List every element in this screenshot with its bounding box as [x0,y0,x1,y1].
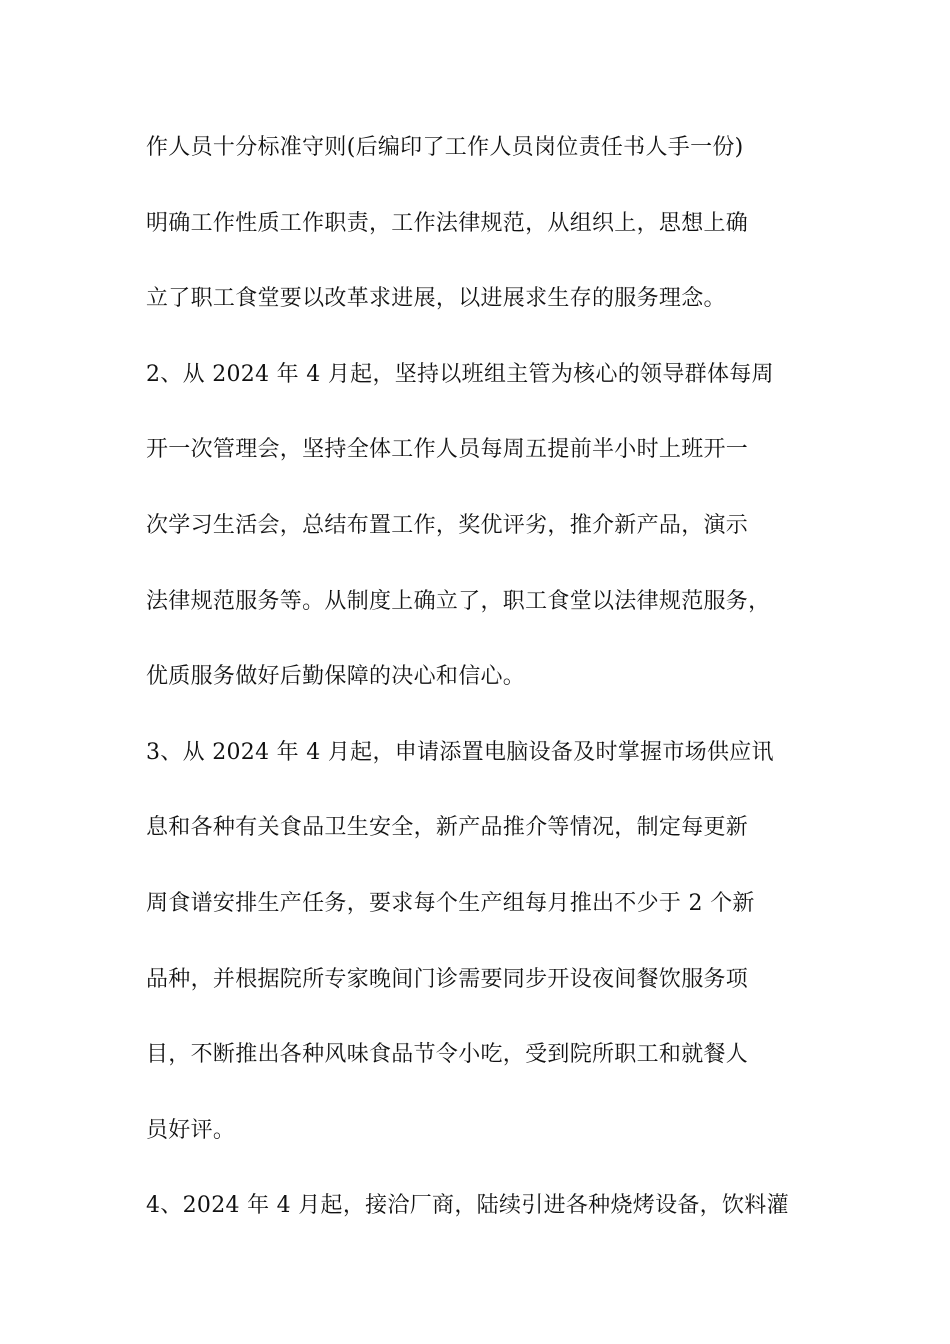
text-line-11: 周食谱安排生产任务，要求每个生产组每月推出不少于 2 个新 [146,890,755,916]
text-line-2: 明确工作性质工作职责，工作法律规范，从组织上，思想上确 [146,210,749,236]
text-line-10: 息和各种有关食品卫生安全，新产品推介等情况，制定每更新 [146,815,749,841]
text-line-13: 目，不断推出各种风味食品节令小吃，受到院所职工和就餐人 [146,1042,749,1068]
text-line-8: 优质服务做好后勤保障的决心和信心。 [146,664,526,690]
text-line-7: 法律规范服务等。从制度上确立了，职工食堂以法律规范服务， [146,588,771,614]
text-line-15: 4、2024 年 4 月起，接洽厂商，陆续引进各种烧烤设备，饮料灌 [146,1193,789,1219]
text-line-1: 作人员十分标准守则(后编印了工作人员岗位责任书人手一份) [146,135,744,160]
text-line-12: 品种，并根据院所专家晚间门诊需要同步开设夜间餐饮服务项 [146,966,749,992]
text-line-14: 员好评。 [146,1117,236,1143]
text-line-6: 次学习生活会，总结布置工作，奖优评劣，推介新产品，演示 [146,512,749,538]
text-line-3: 立了职工食堂要以改革求进展，以进展求生存的服务理念。 [146,286,726,312]
text-line-9: 3、从 2024 年 4 月起，申请添置电脑设备及时掌握市场供应讯 [146,739,774,765]
document-body [146,130,826,1264]
text-line-5: 开一次管理会，坚持全体工作人员每周五提前半小时上班开一 [146,437,749,463]
text-line-4: 2、从 2024 年 4 月起，坚持以班组主管为核心的领导群体每周 [146,361,774,387]
